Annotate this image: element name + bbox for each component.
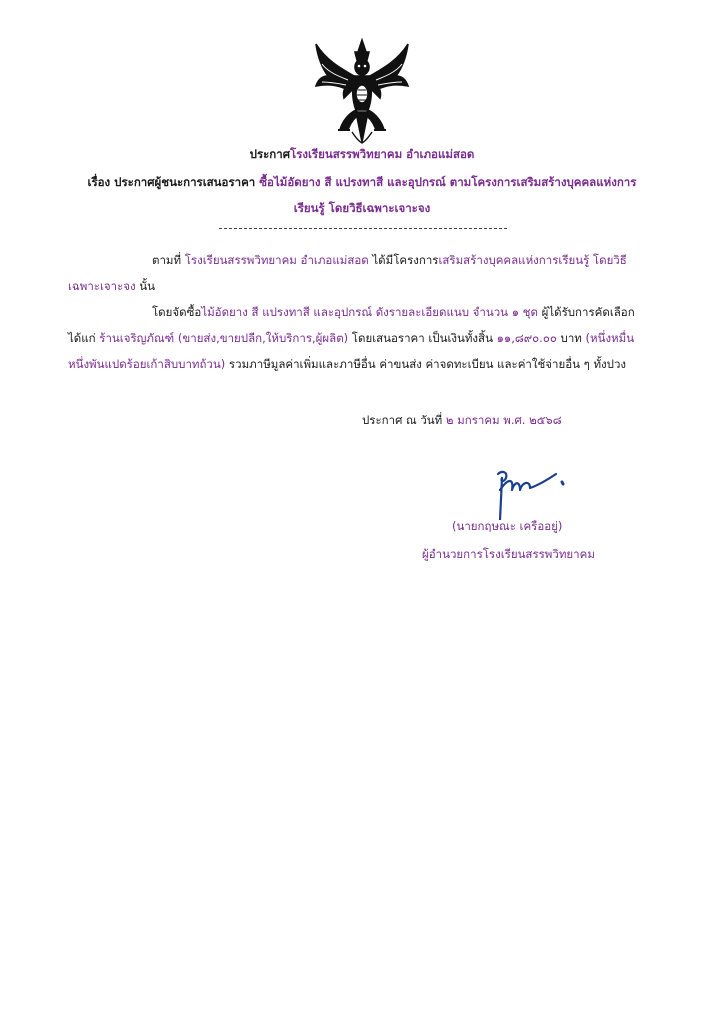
p2-item: ไม้อัดยาง สี แปรงทาสี และอุปกรณ์ ดังรายละเอียดแนบ จำนวน ๑ ชุด [201, 305, 538, 319]
school-name: โรงเรียนสรรพวิทยาคม อำเภอแม่สอด [290, 147, 475, 161]
price-amount: ๑๑,๘๙๐.๐๐ [496, 331, 557, 345]
p1-middle: ได้มีโครงการ [368, 253, 439, 267]
subject-prefix: เรื่อง ประกาศผู้ชนะการเสนอราคา [87, 175, 260, 189]
p1-prefix: ตามที่ [152, 253, 185, 267]
price-words-end: หนึ่งพันแปดร้อยเก้าสิบบาทถ้วน) [68, 357, 226, 371]
paragraph-1-line-1 [152, 252, 627, 268]
vendor-name: ร้านเจริญภัณฑ์ (ขายส่ง,ขายปลีก,ให้บริการ,ผู้ผลิต) [99, 331, 349, 345]
p3-middle: โดยเสนอราคา เป็นเงินทั้งสิ้น [348, 331, 497, 345]
date-prefix: ประกาศ ณ วันที่ [362, 413, 446, 427]
paragraph-2-line-3 [68, 356, 626, 372]
subject-title: ซื้อไม้อัดยาง สี แปรงทาสี และอุปกรณ์ ตามโครงการเสริมสร้างบุคคลแห่งการ [259, 175, 637, 189]
paragraph-2-line-1 [152, 304, 635, 320]
signatory-position: ผู้อำนวยการโรงเรียนสรรพวิทยาคม [422, 547, 595, 561]
paragraph-2-line-2 [68, 330, 634, 346]
garuda-emblem-icon [312, 38, 412, 144]
announce-prefix: ประกาศ [249, 147, 291, 161]
subject-line-1 [0, 174, 724, 190]
p1-method: เฉพาะเจาะจง [68, 279, 136, 293]
p1-end: นั้น [135, 279, 156, 293]
separator-line [219, 228, 507, 229]
signature-icon [480, 460, 580, 520]
p2-prefix: โดยจัดซื้อ [152, 305, 202, 319]
p3-prefix: ได้แก่ [68, 331, 100, 345]
p3-baht: บาท [556, 331, 586, 345]
p2-suffix: ผู้ได้รับการคัดเลือก [537, 305, 635, 319]
announcement-date [362, 412, 562, 428]
paragraph-1-line-2 [68, 278, 155, 294]
announcement-title [0, 146, 724, 162]
subject-line-2: เรียนรู้ โดยวิธีเฉพาะเจาะจง [293, 201, 431, 215]
p1-project: เสริมสร้างบุคคลแห่งการเรียนรู้ โดยวิธี [438, 253, 627, 267]
price-words-start: (หนึ่งหมื่น [585, 331, 635, 345]
signatory-name: (นายกฤษณะ เครืออยู่) [452, 519, 563, 533]
p1-school: โรงเรียนสรรพวิทยาคม อำเภอแม่สอด [184, 253, 369, 267]
date-value: ๒ มกราคม พ.ศ. ๒๕๖๘ [445, 413, 562, 427]
p4-rest: รวมภาษีมูลค่าเพิ่มและภาษีอื่น ค่าขนส่ง ค่าจดทะเบียน และค่าใช้จ่ายอื่น ๆ ทั้งปวง [225, 357, 627, 371]
